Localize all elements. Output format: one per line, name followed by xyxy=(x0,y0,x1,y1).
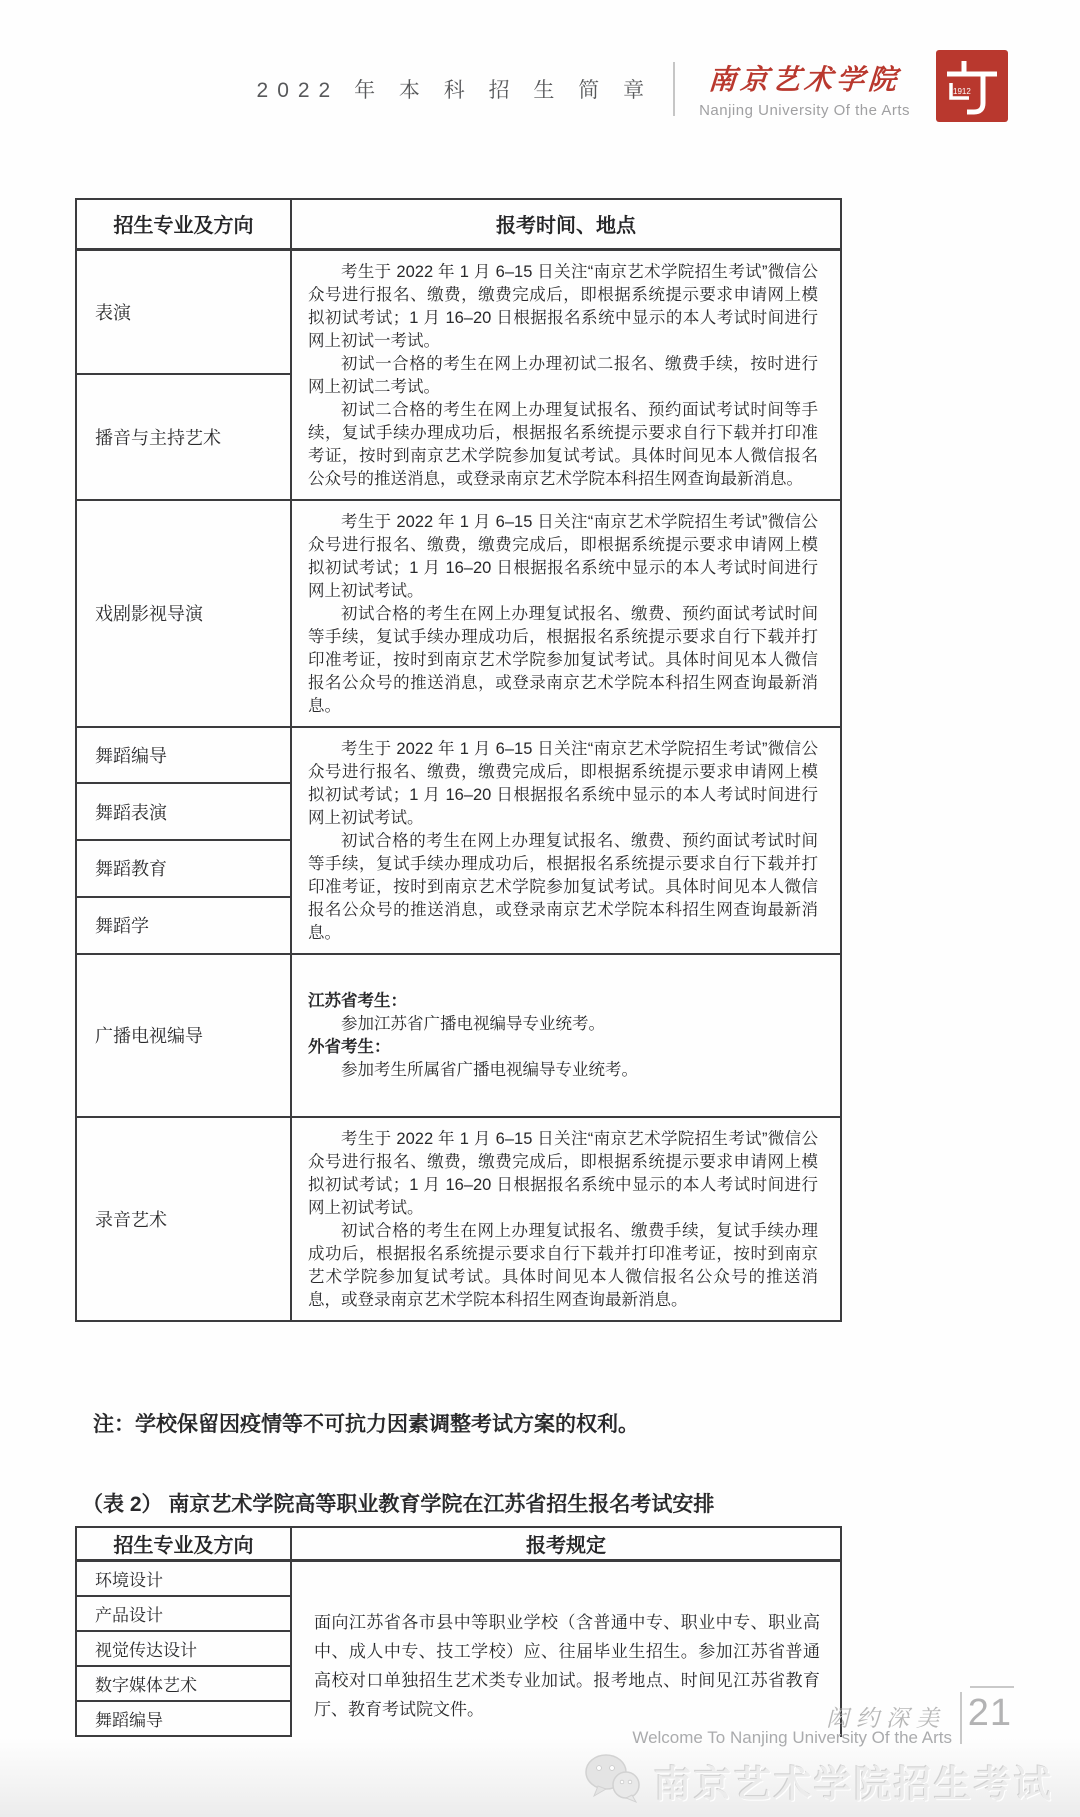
info-cell xyxy=(291,500,841,727)
table-row xyxy=(76,1117,841,1321)
section-text: 参加江苏省广播电视编导专业统考。 xyxy=(341,1015,605,1033)
page-number-topline xyxy=(970,1686,1014,1688)
page-number: 21 xyxy=(967,1692,1012,1734)
table-header-row xyxy=(76,1527,841,1561)
footer-welcome-text: Welcome To Nanjing University Of the Arts xyxy=(632,1728,952,1747)
paragraph: 初试一合格的考生在网上办理初试二报名、缴费手续，按时进行网上初试二考试。 xyxy=(308,354,818,396)
university-brand xyxy=(699,58,910,119)
table-row xyxy=(76,727,841,784)
major-cell: 舞蹈教育 xyxy=(76,840,291,897)
major-cell: 数字媒体艺术 xyxy=(76,1666,291,1701)
column-header-rule: 报考规定 xyxy=(291,1527,841,1561)
major-cell: 舞蹈编导 xyxy=(76,727,291,784)
wechat-watermark xyxy=(584,1752,1054,1809)
section-heading: 外省考生： xyxy=(308,1038,391,1056)
paragraph: 考生于 2022 年 1 月 6–15 日关注“南京艺术学院招生考试”微信公众号进行报名、缴费，缴费完成后，即根据系统提示要求申请网上模拟初试考试；1 月 16–20 日根据报名系统中显示的本人考试时间进行网上初试一考试。 xyxy=(308,262,818,350)
section-text: 参加考生所属省广播电视编导专业统考。 xyxy=(341,1061,638,1079)
rule-text: 面向江苏省各市县中等职业学校（含普通中专、职业中专、职业高中、成人中专、技工学校）应、往届毕业生招生。参加江苏省普通高校对口单独招生艺术类专业加试。报考地点、时间见江苏省教育厅、教育考试院文件。 xyxy=(314,1612,820,1719)
major-cell: 舞蹈学 xyxy=(76,897,291,954)
section-heading: 江苏省考生： xyxy=(308,992,407,1010)
exam-schedule-table xyxy=(75,198,842,1322)
university-seal-icon xyxy=(936,50,1008,127)
column-header-majors: 招生专业及方向 xyxy=(76,1527,291,1561)
page-header xyxy=(0,0,1080,127)
info-cell xyxy=(291,1117,841,1321)
paragraph: 考生于 2022 年 1 月 6–15 日关注“南京艺术学院招生考试”微信公众号进行报名、缴费，缴费完成后，即根据系统提示要求申请网上模拟初试考试；1 月 16–20 日根据报名系统中显示的本人考试时间进行网上初试考试。 xyxy=(308,512,818,600)
major-cell: 播音与主持艺术 xyxy=(76,374,291,500)
university-name-en: Nanjing University Of the Arts xyxy=(699,102,910,119)
table-row xyxy=(76,249,841,374)
major-cell: 视觉传达设计 xyxy=(76,1631,291,1666)
school-motto: 闳约深美 xyxy=(826,1706,946,1731)
brochure-title: 2022 年 本 科 招 生 简 章 xyxy=(256,78,654,102)
table-row xyxy=(76,954,841,1117)
info-cell xyxy=(291,954,841,1117)
page-number-divider xyxy=(960,1692,962,1744)
paragraph: 考生于 2022 年 1 月 6–15 日关注“南京艺术学院招生考试”微信公众号进行报名、缴费，缴费完成后，即根据系统提示要求申请网上模拟初试考试；1 月 16–20 日根据报名系统中显示的本人考试时间进行网上初试考试。 xyxy=(308,1129,818,1217)
paragraph: 初试二合格的考生在网上办理复试报名、预约面试考试时间等手续，复试手续办理成功后，根据报名系统提示要求自行下载并打印准考证，按时到南京艺术学院参加复试考试。具体时间见本人微信报名公众号的推送消息，或登录南京艺术学院本科招生网查询最新消息。 xyxy=(308,400,818,488)
university-name-cn: 南京艺术学院 xyxy=(707,65,902,96)
seal-year-text: 1912 xyxy=(953,87,971,96)
table2-title: （表 2） 南京艺术学院高等职业教育学院在江苏省招生报名考试安排 xyxy=(82,1492,715,1516)
wechat-icon xyxy=(584,1752,642,1809)
table-header-row xyxy=(76,199,841,249)
paragraph: 初试合格的考生在网上办理复试报名、缴费、预约面试考试时间等手续，复试手续办理成功后，根据报名系统提示要求自行下载并打印准考证，按时到南京艺术学院参加复试考试。具体时间见本人微信报名公众号的推送消息，或登录南京艺术学院本科招生网查询最新消息。 xyxy=(308,831,818,942)
info-cell xyxy=(291,727,841,954)
table-row xyxy=(76,1561,841,1596)
major-cell: 舞蹈编导 xyxy=(76,1701,291,1736)
major-cell: 环境设计 xyxy=(76,1561,291,1596)
major-cell: 戏剧影视导演 xyxy=(76,500,291,727)
column-header-majors: 招生专业及方向 xyxy=(76,199,291,249)
table-row xyxy=(76,500,841,727)
major-cell: 广播电视编导 xyxy=(76,954,291,1117)
major-cell: 录音艺术 xyxy=(76,1117,291,1321)
watermark-text: 南京艺术学院招生考试 xyxy=(654,1763,1054,1805)
major-cell: 舞蹈表演 xyxy=(76,783,291,840)
column-header-info: 报考时间、地点 xyxy=(291,199,841,249)
major-cell: 表演 xyxy=(76,249,291,374)
paragraph: 初试合格的考生在网上办理复试报名、缴费手续，复试手续办理成功后，根据报名系统提示要求自行下载并打印准考证，按时到南京艺术学院参加复试考试。具体时间见本人微信报名公众号的推送消息，或登录南京艺术学院本科招生网查询最新消息。 xyxy=(308,1221,818,1309)
info-cell xyxy=(291,249,841,500)
major-cell: 产品设计 xyxy=(76,1596,291,1631)
header-divider xyxy=(673,62,675,116)
paragraph: 初试合格的考生在网上办理复试报名、缴费、预约面试考试时间等手续，复试手续办理成功后，根据报名系统提示要求自行下载并打印准考证，按时到南京艺术学院参加复试考试。具体时间见本人微信报名公众号的推送消息，或登录南京艺术学院本科招生网查询最新消息。 xyxy=(308,604,818,715)
paragraph: 考生于 2022 年 1 月 6–15 日关注“南京艺术学院招生考试”微信公众号进行报名、缴费，缴费完成后，即根据系统提示要求申请网上模拟初试考试；1 月 16–20 日根据报名系统中显示的本人考试时间进行网上初试考试。 xyxy=(308,739,818,827)
note-text: 注：学校保留因疫情等不可抗力因素调整考试方案的权利。 xyxy=(93,1412,639,1436)
